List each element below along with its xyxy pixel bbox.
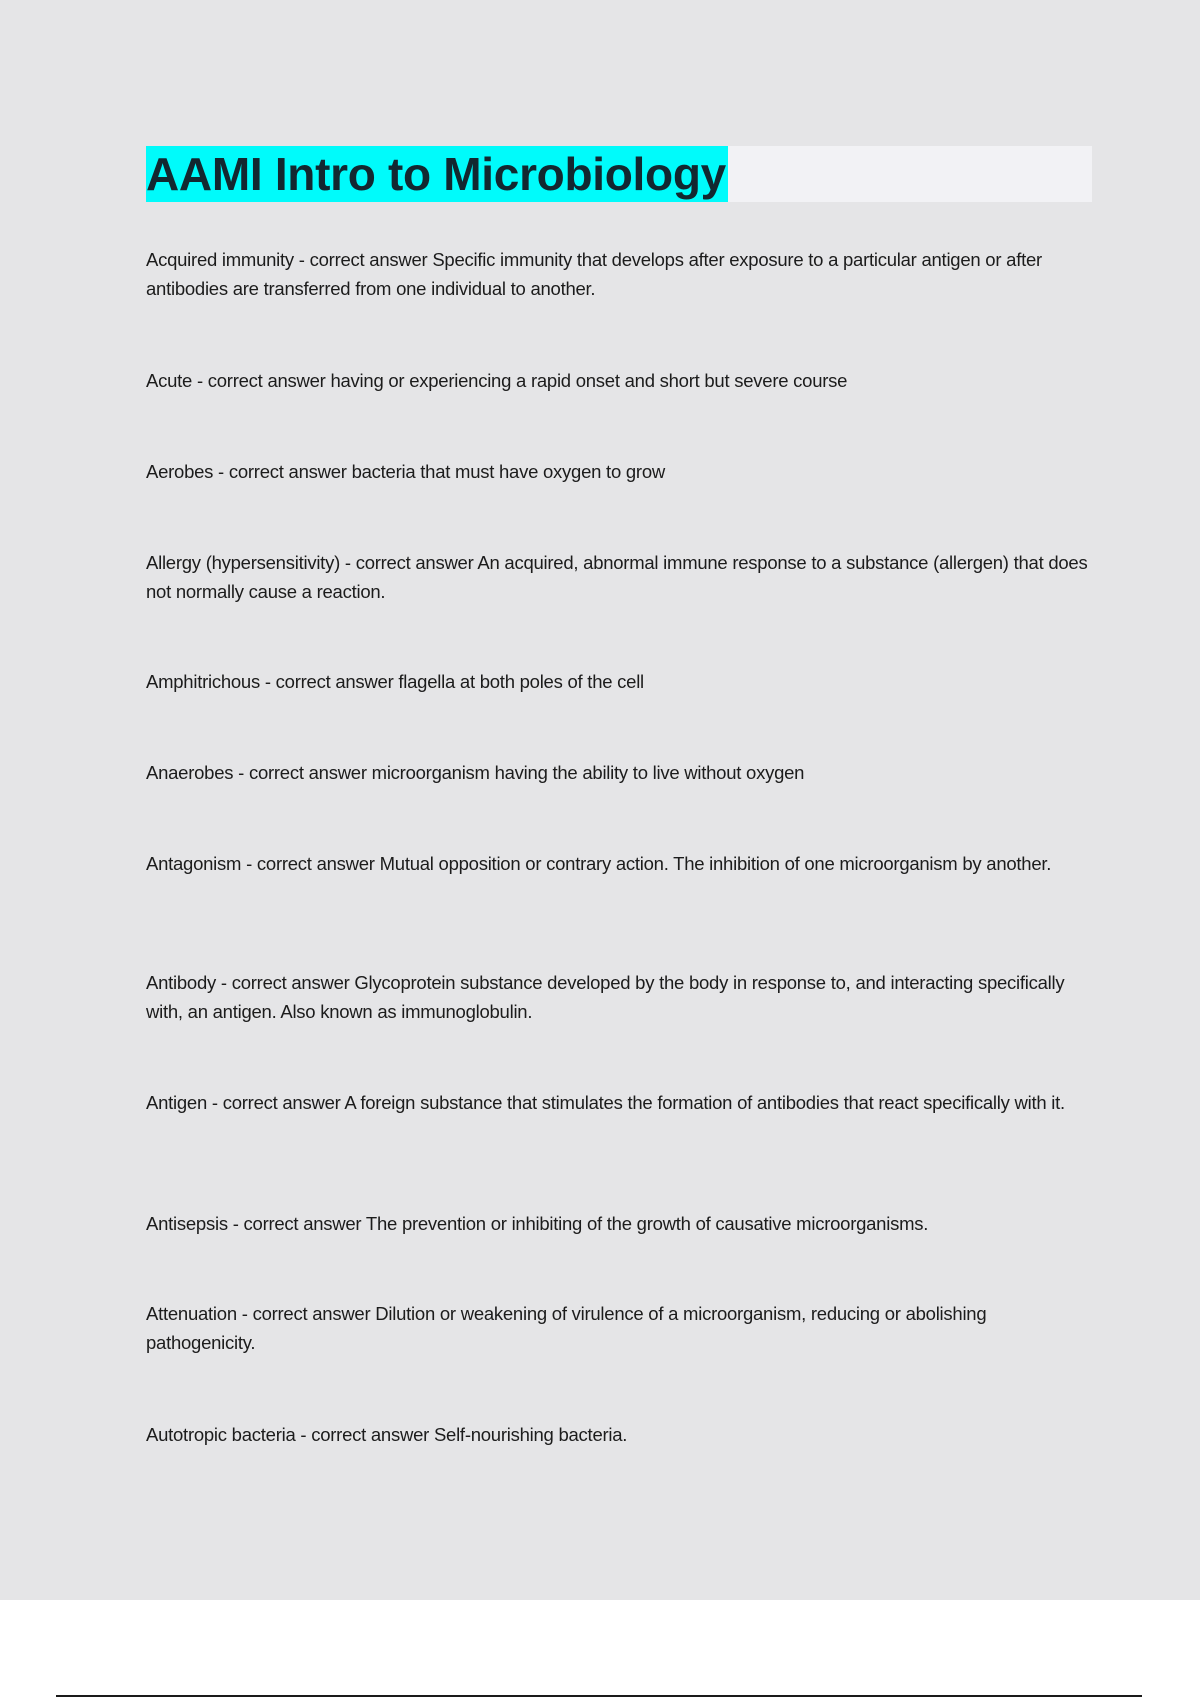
glossary-entry bbox=[146, 366, 1092, 395]
glossary-entry bbox=[146, 1420, 1092, 1449]
title-highlight bbox=[146, 146, 728, 202]
entry-term: Attenuation bbox=[146, 1303, 237, 1324]
glossary-entry bbox=[146, 1088, 1092, 1117]
glossary-entry bbox=[146, 245, 1092, 303]
glossary-entry bbox=[146, 457, 1092, 486]
answer-label: correct answer bbox=[207, 370, 326, 391]
glossary-entry bbox=[146, 548, 1092, 606]
entry-definition: Self-nourishing bacteria. bbox=[433, 1424, 628, 1445]
entry-definition: Specific immunity that develops after exposure to a particular antigen or after antibodies are transferred from one individual to another. bbox=[146, 249, 1042, 299]
answer-label: correct answer bbox=[222, 1092, 341, 1113]
entry-term: Allergy (hypersensitivity) bbox=[146, 552, 340, 573]
entry-definition: Glycoprotein substance developed by the body in response to, and interacting specifically with, an antigen. Also known as immunoglobulin. bbox=[146, 972, 1065, 1022]
entry-definition: A foreign substance that stimulates the formation of antibodies that react specifically with it. bbox=[344, 1092, 1065, 1113]
entry-definition: having or experiencing a rapid onset and short but severe course bbox=[330, 370, 848, 391]
entry-term: Acute bbox=[146, 370, 193, 391]
answer-label: correct answer bbox=[252, 1303, 371, 1324]
answer-label: correct answer bbox=[228, 461, 347, 482]
entry-definition: flagella at both poles of the cell bbox=[398, 671, 644, 692]
glossary-entry bbox=[146, 849, 1092, 878]
entry-term: Anaerobes bbox=[146, 762, 234, 783]
entry-term: Aerobes bbox=[146, 461, 214, 482]
glossary-entry bbox=[146, 1299, 1092, 1357]
answer-label: correct answer bbox=[311, 1424, 430, 1445]
answer-label: correct answer bbox=[231, 972, 350, 993]
glossary-entry bbox=[146, 1209, 1092, 1238]
answer-label: correct answer bbox=[256, 853, 375, 874]
document-title: AAMI Intro to Microbiology bbox=[146, 148, 726, 200]
footer-divider bbox=[56, 1695, 1142, 1697]
glossary-entry bbox=[146, 758, 1092, 787]
entry-definition: bacteria that must have oxygen to grow bbox=[351, 461, 665, 482]
answer-label: correct answer bbox=[248, 762, 367, 783]
answer-label: correct answer bbox=[309, 249, 428, 270]
entry-term: Acquired immunity bbox=[146, 249, 294, 270]
entry-definition: An acquired, abnormal immune response to a substance (allergen) that does not normally cause a reaction. bbox=[146, 552, 1088, 602]
answer-label: correct answer bbox=[355, 552, 474, 573]
answer-label: correct answer bbox=[243, 1213, 362, 1234]
entry-definition: Dilution or weakening of virulence of a microorganism, reducing or abolishing pathogenicity. bbox=[146, 1303, 987, 1353]
entry-term: Amphitrichous bbox=[146, 671, 260, 692]
entry-term: Antagonism bbox=[146, 853, 242, 874]
entry-term: Autotropic bacteria bbox=[146, 1424, 296, 1445]
entry-term: Antibody bbox=[146, 972, 216, 993]
entry-term: Antigen bbox=[146, 1092, 207, 1113]
entry-term: Antisepsis bbox=[146, 1213, 228, 1234]
glossary-entry bbox=[146, 968, 1092, 1026]
entry-definition: microorganism having the ability to live without oxygen bbox=[371, 762, 805, 783]
answer-label: correct answer bbox=[275, 671, 394, 692]
entry-definition: Mutual opposition or contrary action. The inhibition of one microorganism by another. bbox=[379, 853, 1052, 874]
glossary-entry bbox=[146, 667, 1092, 696]
entry-definition: The prevention or inhibiting of the growth of causative microorganisms. bbox=[365, 1213, 929, 1234]
